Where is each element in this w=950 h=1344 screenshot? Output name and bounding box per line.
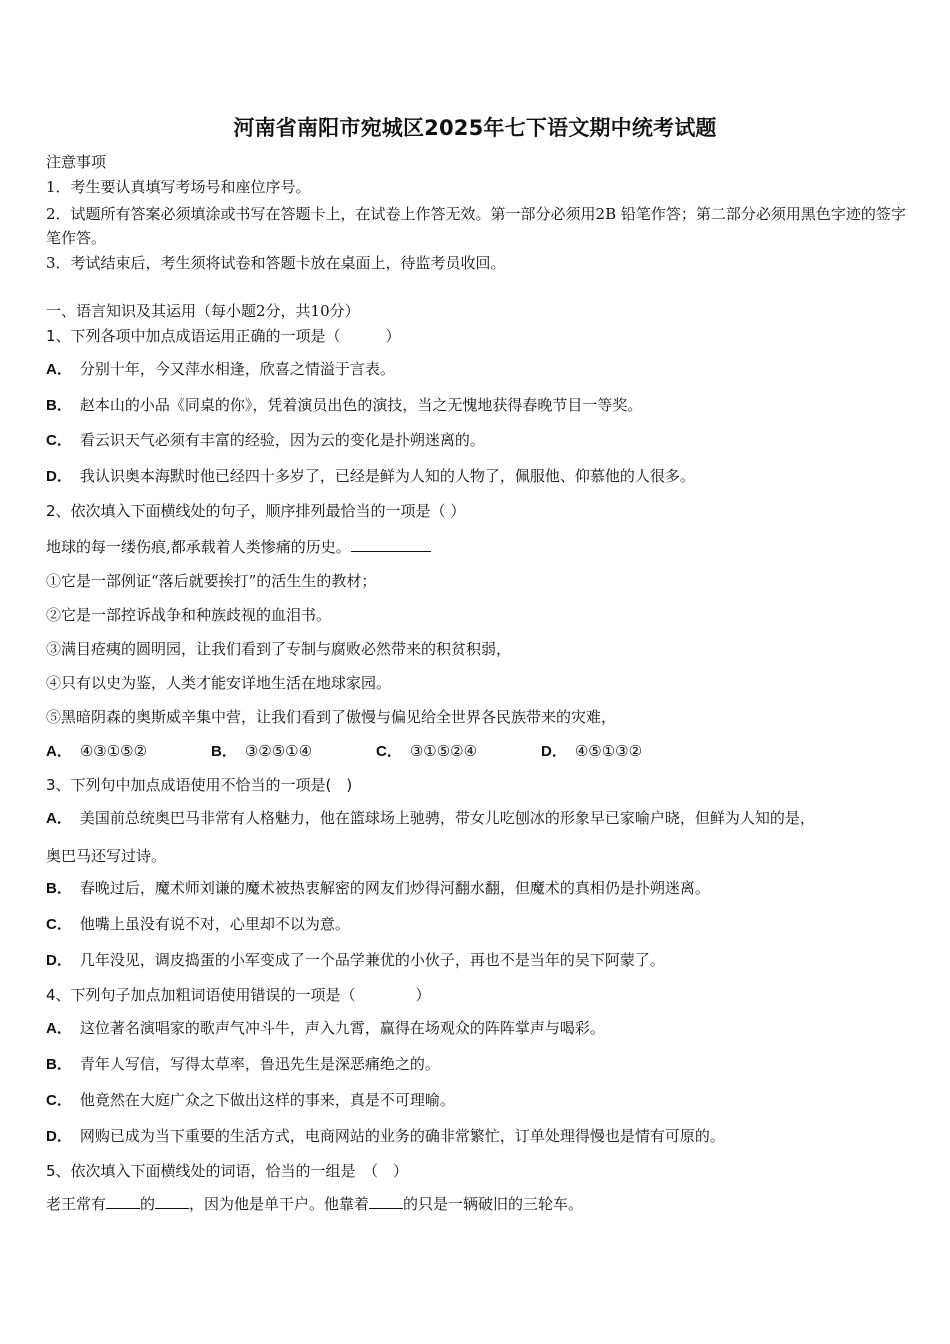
q4-stem: 4、下列句子加点加粗词语使用错误的一项是（ ） <box>46 986 431 1004</box>
notice-item-3: 3．考试结束后，考生须将试卷和答题卡放在桌面上，待监考员收回。 <box>46 254 506 272</box>
q4-option-b-text: 青年人写信，写得太草率，鲁迅先生是深恶痛绝之的。 <box>79 1055 440 1073</box>
q3-option-d-text: 几年没见，调皮捣蛋的小军变成了一个品学兼优的小伙子，再也不是当年的吴下阿蒙了。 <box>79 951 665 969</box>
q5-part-2: 的 <box>140 1195 156 1213</box>
q1-option-c <box>46 430 485 451</box>
q3-option-a-label: A． <box>46 810 72 827</box>
q2-choice-a-text: ④③①⑤② <box>79 742 148 760</box>
q4-option-c-label: C． <box>46 1092 72 1109</box>
q1-option-a-label: A． <box>46 361 72 378</box>
q1-option-b <box>46 395 642 416</box>
q3-option-a-cont: 奥巴马还写过诗。 <box>46 847 167 865</box>
q3-option-b <box>46 878 710 899</box>
q2-choice-b-text: ③②⑤①④ <box>244 742 313 760</box>
q4-option-d-label: D． <box>46 1128 72 1145</box>
q2-sentence-4: ④只有以史为鉴，人类才能安详地生活在地球家园。 <box>46 674 392 692</box>
q5-blank-3 <box>369 1194 403 1209</box>
q2-choice-b-label: B． <box>211 743 237 760</box>
page-title: 河南省南阳市宛城区2025年七下语文期中统考试题 <box>233 116 717 140</box>
q5-stem: 5、依次填入下面横线处的词语，恰当的一组是 （ ） <box>46 1162 409 1180</box>
q2-sentence-3: ③满目疮痍的圆明园，让我们看到了专制与腐败必然带来的积贫积弱， <box>46 640 512 658</box>
q3-option-c-label: C． <box>46 916 72 933</box>
q2-blank <box>351 537 431 552</box>
q4-option-c-text: 他竟然在大庭广众之下做出这样的事来，真是不可理喻。 <box>79 1091 455 1109</box>
q4-option-a-label: A． <box>46 1020 72 1037</box>
q3-option-c-text: 他嘴上虽没有说不对，心里却不以为意。 <box>79 915 350 933</box>
q4-option-d-text: 网购已成为当下重要的生活方式，电商网站的业务的确非常繁忙，订单处理得慢也是情有可原的。 <box>79 1127 725 1145</box>
q3-option-d-label: D． <box>46 952 72 969</box>
q5-blank-2 <box>155 1194 189 1209</box>
q1-option-d-label: D． <box>46 468 72 485</box>
q3-option-d <box>46 950 665 971</box>
q2-choice-d <box>541 741 706 762</box>
q1-option-b-label: B． <box>46 397 72 414</box>
section-heading: 一、语言知识及其运用（每小题2分，共10分） <box>46 302 360 320</box>
notice-item-2: 2．试题所有答案必须填涂或书写在答题卡上，在试卷上作答无效。第一部分必须用2B 铅笔作答；第二部分必须用黑色字迹的签字笔作答。 <box>46 205 906 247</box>
q3-option-a <box>46 808 815 829</box>
q3-option-c <box>46 914 350 935</box>
q1-option-d-text: 我认识奥本海默时他已经四十多岁了，已经是鲜为人知的人物了，佩服他、仰慕他的人很多。 <box>79 467 695 485</box>
q1-stem: 1、下列各项中加点成语运用正确的一项是（ ） <box>46 327 401 345</box>
q5-part-3: ，因为他是单干户。他靠着 <box>189 1195 370 1213</box>
q2-sentence-1: ①它是一部例证“落后就要挨打”的活生生的教材； <box>46 572 377 590</box>
q4-option-a-text: 这位著名演唱家的歌声气冲斗牛，声入九霄，赢得在场观众的阵阵掌声与喝彩。 <box>79 1019 605 1037</box>
q5-part-4: 的只是一辆破旧的三轮车。 <box>403 1195 584 1213</box>
q5-blank-1 <box>106 1194 140 1209</box>
q2-lead-text: 地球的每一缕伤痕,都承载着人类惨痛的历史。 <box>46 538 351 556</box>
q2-lead <box>46 537 431 557</box>
q2-stem: 2、依次填入下面横线处的句子，顺序排列最恰当的一项是（ ） <box>46 502 466 520</box>
q4-option-b <box>46 1054 440 1075</box>
q2-choice-c-text: ③①⑤②④ <box>409 742 478 760</box>
q5-sentence <box>46 1194 583 1214</box>
q1-option-c-label: C． <box>46 432 72 449</box>
q2-sentence-5: ⑤黑暗阴森的奥斯威辛集中营，让我们看到了傲慢与偏见给全世界各民族带来的灾难， <box>46 708 617 726</box>
q3-option-a-text: 美国前总统奥巴马非常有人格魅力，他在篮球场上驰骋，带女儿吃刨冰的形象早已家喻户晓，但鲜为人知的是， <box>79 809 815 827</box>
q2-choice-a <box>46 741 211 762</box>
notice-heading: 注意事项 <box>46 153 107 171</box>
q4-option-c <box>46 1090 455 1111</box>
q2-choices <box>46 741 706 762</box>
q4-option-b-label: B． <box>46 1056 72 1073</box>
q1-option-d <box>46 466 695 487</box>
q2-choice-d-text: ④⑤①③② <box>574 742 643 760</box>
q1-option-a-text: 分别十年，今又萍水相逢，欣喜之情溢于言表。 <box>79 360 395 378</box>
q2-choice-c-label: C． <box>376 743 402 760</box>
q2-sentence-2: ②它是一部控诉战争和种族歧视的血泪书。 <box>46 606 332 624</box>
q2-choice-a-label: A． <box>46 743 72 760</box>
q1-option-b-text: 赵本山的小品《同桌的你》，凭着演员出色的演技，当之无愧地获得春晚节目一等奖。 <box>79 396 643 414</box>
q3-stem: 3、下列句中加点成语使用不恰当的一项是( ) <box>46 776 353 794</box>
q2-choice-b <box>211 741 376 762</box>
q3-option-b-label: B． <box>46 880 72 897</box>
notice-item-1: 1．考生要认真填写考场号和座位序号。 <box>46 178 311 196</box>
q2-choice-c <box>376 741 541 762</box>
q3-option-b-text: 春晚过后，魔术师刘谦的魔术被热衷解密的网友们炒得河翻水翻，但魔术的真相仍是扑朔迷离。 <box>79 879 710 897</box>
q4-option-d <box>46 1126 725 1147</box>
q5-part-1: 老王常有 <box>46 1195 107 1213</box>
q1-option-a <box>46 359 395 380</box>
q1-option-c-text: 看云识天气必须有丰富的经验，因为云的变化是扑朔迷离的。 <box>79 431 485 449</box>
q4-option-a <box>46 1018 605 1039</box>
q2-choice-d-label: D． <box>541 743 567 760</box>
